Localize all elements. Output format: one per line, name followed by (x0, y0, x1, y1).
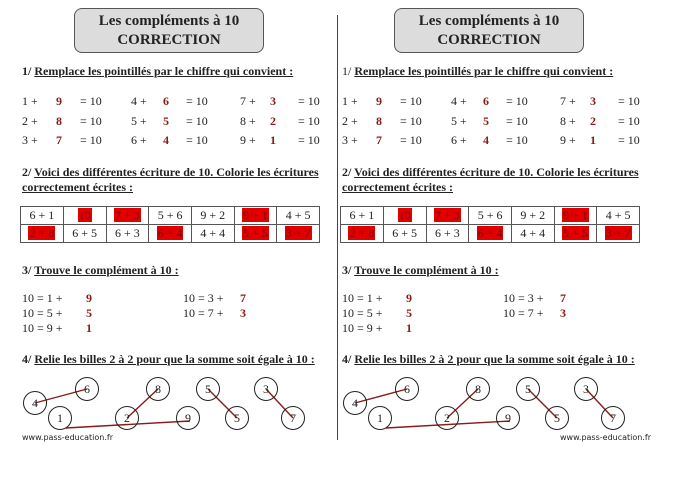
equation-right: = 10 (506, 114, 528, 128)
section-title: Voici des différentes écriture de 10. Colorie les écritures (354, 165, 639, 179)
equation-right: = 10 (618, 133, 640, 147)
equation-left: 3 + (22, 133, 38, 147)
answer: 8 (56, 114, 62, 128)
answer: 1 (590, 133, 596, 147)
complement-question: 10 = 3 + (503, 291, 544, 305)
equation-left: 2 + (342, 114, 358, 128)
footer-url: www.pass-education.fr (22, 433, 113, 442)
equation-left: 4 + (451, 94, 467, 108)
marble: 6 (395, 377, 419, 401)
section-number: 1/ (22, 64, 32, 78)
equation-left: 7 + (240, 94, 256, 108)
writing: 6 + 1 (349, 208, 375, 222)
equation-right: = 10 (400, 94, 422, 108)
answer: 7 (56, 133, 62, 147)
marble: 1 (368, 406, 392, 430)
marble: 6 (75, 377, 99, 401)
complement-question: 10 = 5 + (22, 306, 63, 320)
section-number: 2/ (22, 165, 32, 179)
section-title: Remplace les pointillés par le chiffre qui convient : (354, 64, 614, 78)
colored-writing: 3 + 7 (605, 226, 631, 240)
answer: 5 (483, 114, 489, 128)
marble: 5 (516, 377, 540, 401)
equation-right: = 10 (298, 114, 320, 128)
marble: 3 (574, 377, 598, 401)
writing: 6 + 5 (72, 226, 98, 240)
title-line1: Les compléments à 10 (98, 13, 240, 29)
equation-right: = 10 (506, 94, 528, 108)
worksheet-panel (320, 0, 651, 480)
equation-left: 9 + (560, 133, 576, 147)
marble: 1 (48, 406, 72, 430)
colored-writing: 6 + 4 (157, 226, 183, 240)
equation-right: = 10 (400, 114, 422, 128)
section-number: 4/ (342, 352, 352, 366)
section-title-cont: correctement écrites : (342, 180, 454, 194)
equation-right: = 10 (618, 94, 640, 108)
equation-right: = 10 (186, 94, 208, 108)
writing: 6 + 3 (435, 226, 460, 240)
connection-lines (0, 0, 320, 480)
equation-left: 3 + (342, 133, 358, 147)
colored-writing: 6 + 4 (477, 226, 503, 240)
colored-writing: 10 (78, 208, 91, 222)
answer: 9 (86, 291, 92, 305)
answer: 9 (376, 94, 382, 108)
answer: 1 (270, 133, 276, 147)
section-title: Relie les billes 2 à 2 pour que la somme soit égale à 10 : (34, 352, 315, 366)
worksheet-panel (0, 0, 320, 480)
writing: 9 + 2 (520, 208, 546, 222)
colored-writing: 10 (398, 208, 411, 222)
colored-writing: 2 + 8 (349, 226, 375, 240)
section-number: 4/ (22, 352, 32, 366)
answer: 7 (376, 133, 382, 147)
colored-writing: 9 + 1 (563, 208, 588, 222)
title-line1: Les compléments à 10 (418, 13, 560, 29)
equation-right: = 10 (80, 114, 102, 128)
answer: 6 (483, 94, 489, 108)
writing: 4 + 4 (520, 226, 546, 240)
writing: 6 + 1 (29, 208, 55, 222)
section-number: 3/ (342, 263, 352, 277)
equation-right: = 10 (298, 133, 320, 147)
section-number: 2/ (342, 165, 352, 179)
colored-writing: 3 + 7 (285, 226, 311, 240)
writing: 4 + 5 (605, 208, 631, 222)
answer: 1 (406, 321, 412, 335)
marble: 4 (343, 391, 367, 415)
equation-left: 6 + (131, 133, 147, 147)
answer: 4 (163, 133, 169, 147)
equation-right: = 10 (618, 114, 640, 128)
marble: 7 (281, 406, 305, 430)
answer: 2 (270, 114, 276, 128)
equation-right: = 10 (80, 133, 102, 147)
answer: 2 (590, 114, 596, 128)
complement-question: 10 = 1 + (342, 291, 383, 305)
equation-right: = 10 (186, 114, 208, 128)
equation-left: 1 + (342, 94, 358, 108)
answer: 9 (406, 291, 412, 305)
section-number: 1/ (342, 64, 352, 78)
answer: 1 (86, 321, 92, 335)
marble: 4 (23, 391, 47, 415)
section-title: Voici des différentes écriture de 10. Colorie les écritures (34, 165, 319, 179)
section-title: Trouve le complément à 10 : (34, 263, 179, 277)
writing: 6 + 5 (392, 226, 418, 240)
equation-left: 2 + (22, 114, 38, 128)
equation-left: 5 + (451, 114, 467, 128)
marble: 3 (254, 377, 278, 401)
complement-question: 10 = 3 + (183, 291, 224, 305)
answer: 6 (163, 94, 169, 108)
marble: 5 (225, 406, 249, 430)
title-line2: CORRECTION (117, 32, 221, 48)
equation-right: = 10 (80, 94, 102, 108)
equation-right: = 10 (400, 133, 422, 147)
answer: 3 (270, 94, 276, 108)
colored-writing: 5 + 5 (563, 226, 588, 240)
answer: 3 (560, 306, 566, 320)
equation-left: 8 + (240, 114, 256, 128)
marble: 7 (601, 406, 625, 430)
marble: 9 (496, 406, 520, 430)
equation-left: 5 + (131, 114, 147, 128)
title-line2: CORRECTION (437, 32, 541, 48)
writing: 4 + 4 (200, 226, 226, 240)
complement-question: 10 = 9 + (342, 321, 383, 335)
equation-left: 8 + (560, 114, 576, 128)
equation-left: 9 + (240, 133, 256, 147)
writing: 6 + 3 (115, 226, 140, 240)
equation-right: = 10 (298, 94, 320, 108)
answer: 5 (163, 114, 169, 128)
page-divider (337, 15, 338, 440)
colored-writing: 9 + 1 (243, 208, 268, 222)
answer: 5 (406, 306, 412, 320)
section-title-cont: correctement écrites : (22, 180, 134, 194)
colored-writing: 5 + 5 (243, 226, 268, 240)
answer: 3 (590, 94, 596, 108)
answer: 5 (86, 306, 92, 320)
colored-writing: 2 + 8 (29, 226, 55, 240)
section-title: Trouve le complément à 10 : (354, 263, 499, 277)
writing: 4 + 5 (285, 208, 311, 222)
connection-lines (320, 0, 640, 480)
complement-question: 10 = 5 + (342, 306, 383, 320)
answer: 7 (560, 291, 566, 305)
writing: 5 + 6 (157, 208, 183, 222)
marble: 8 (466, 377, 490, 401)
section-number: 3/ (22, 263, 32, 277)
writing: 5 + 6 (477, 208, 503, 222)
section-title: Relie les billes 2 à 2 pour que la somme soit égale à 10 : (354, 352, 635, 366)
marble: 5 (196, 377, 220, 401)
answer: 8 (376, 114, 382, 128)
complement-question: 10 = 1 + (22, 291, 63, 305)
answer: 3 (240, 306, 246, 320)
equation-left: 6 + (451, 133, 467, 147)
marble: 2 (115, 406, 139, 430)
colored-writing: 7 + 3 (435, 208, 460, 222)
equation-left: 4 + (131, 94, 147, 108)
complement-question: 10 = 9 + (22, 321, 63, 335)
colored-writing: 7 + 3 (115, 208, 140, 222)
marble: 9 (176, 406, 200, 430)
marble: 2 (435, 406, 459, 430)
answer: 4 (483, 133, 489, 147)
footer-url: www.pass-education.fr (560, 433, 651, 442)
answer: 7 (240, 291, 246, 305)
marble: 5 (545, 406, 569, 430)
equation-right: = 10 (506, 133, 528, 147)
equation-left: 1 + (22, 94, 38, 108)
complement-question: 10 = 7 + (503, 306, 544, 320)
equation-left: 7 + (560, 94, 576, 108)
equation-right: = 10 (186, 133, 208, 147)
marble: 8 (146, 377, 170, 401)
writing: 9 + 2 (200, 208, 226, 222)
complement-question: 10 = 7 + (183, 306, 224, 320)
answer: 9 (56, 94, 62, 108)
section-title: Remplace les pointillés par le chiffre qui convient : (34, 64, 294, 78)
